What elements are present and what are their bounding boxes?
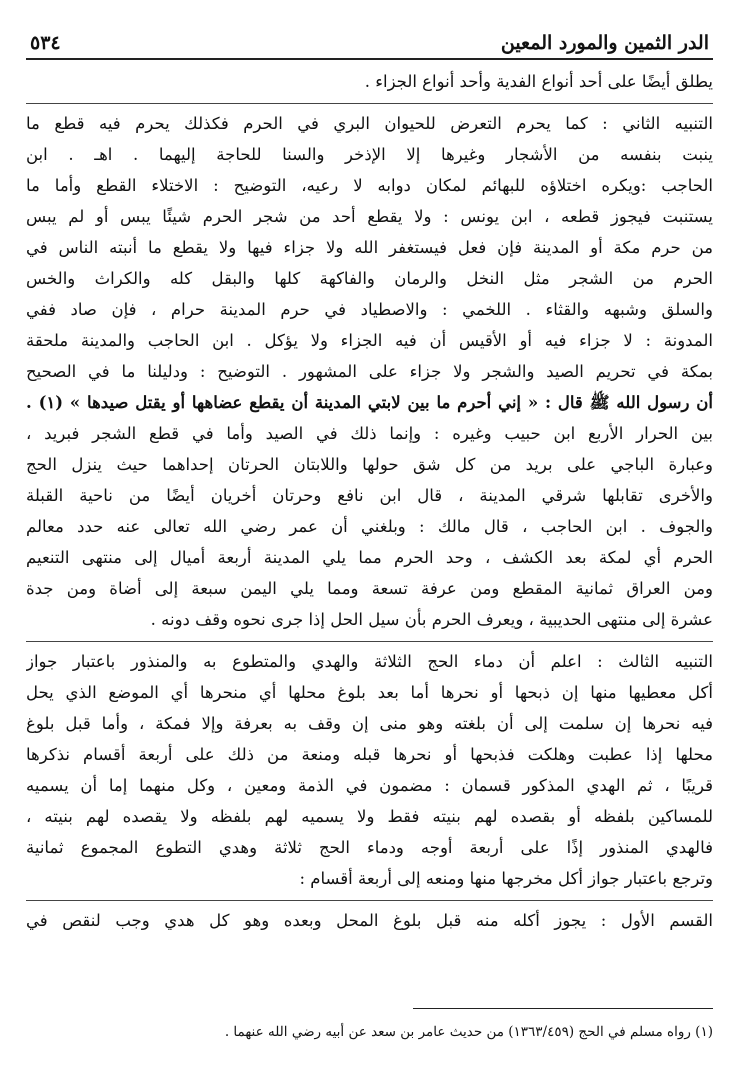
text-line: من حرم مكة أو المدينة فإن فعل فيستغفر الله ولا جزاء فيها ولا يقطع ما أنبته الناس في — [26, 238, 713, 257]
text-line: التنبيه الثاني : كما يحرم التعرض للحيوان البري في الحرم فكذلك يحرم فيه قطع ما — [26, 114, 713, 133]
text-line: ومن العراق ثمانية المقطع ومن عرفة تسعة ومما يلي اليمن سبعة إلى أضاة ومن جدة — [26, 579, 713, 598]
text-line: بمكة في تحريم الصيد والشجر ولا جزاء على المشهور . التوضيح : ودليلنا ما في الصحيح — [26, 362, 713, 381]
text-line: وترجع باعتبار جواز أكل مخرجها منها ومنعه إلى أربعة أقسام : — [299, 869, 713, 888]
text-line: والسلق وشبهه والقثاء . اللخمي : والاصطياد في حرم المدينة حرام ، فإن صاد ففي — [26, 300, 713, 319]
text-line: ينبت بنفسه من الأشجار وغيرها إلا الإذخر والسنا للحاجة إليهما . اهـ . ابن — [26, 145, 713, 164]
section-second-note — [26, 103, 713, 635]
page-number: ٥٣٤ — [30, 32, 61, 54]
text-line: يطلق أيضًا على أحد أنواع الفدية وأحد أنواع الجزاء . — [364, 72, 713, 91]
hadith-line: أن رسول الله ﷺ قال : « إني أحرم ما بين لابتي المدينة أن يقطع عضاهها أو يقتل صيدها » (١) . — [26, 393, 713, 412]
footnote: (١) رواه مسلم في الحج (١٣٦٣/٤٥٩) من حديث عامر بن سعد عن أبيه رضي الله عنهما . — [224, 1024, 713, 1040]
text-line: محلها إذا عطبت وهلكت فذبحها أو نحرها قبله ومنعة من ذلك على أربعة أقسام نذكرها — [26, 745, 713, 764]
text-line: فالهدي المنذور إذًا على أربعة أوجه ودماء الحج ثلاثة وهدي التطوع المجموع ثمانية — [26, 838, 713, 857]
text-line: الحاجب :ويكره اختلاؤه للبهائم لمكان دوابه لا رعيه، التوضيح : الاختلاء القطع وأما ما — [26, 176, 713, 195]
text-line: عشرة إلى منتهى الحديبية ، ويعرف الحرم بأن سيل الحل إذا جرى نحوه وقف دونه . — [150, 610, 713, 629]
text-line: والجوف . ابن الحاجب ، قال مالك : وبلغني أن عمر رضي الله تعالى عنه حدد معالم — [26, 517, 713, 536]
text-line: القسم الأول : يجوز أكله منه قبل بلوغ المحل وبعده وهو كل هدي وجب لنقص في — [26, 911, 713, 930]
book-title: الدر الثمين والمورد المعين — [500, 32, 709, 54]
section-third-note — [26, 641, 713, 894]
text-line: يستنبت فيجوز قطعه ، ابن يونس : ولا يقطع أحد من شجر الحرم شيئًا يبس أو لم يبس — [26, 207, 713, 226]
text-line: التنبيه الثالث : اعلم أن دماء الحج الثلاثة والهدي والمتطوع به والمنذور باعتبار جواز — [26, 652, 713, 671]
text-line: فيه نحرها إن سلمت إلى أن بلغته وهو منى إن وقف به بعرفة وإلا فمكة ، وأما قبل بلوغ — [26, 714, 713, 733]
section-first-category — [26, 900, 713, 936]
text-line: أكل معطيها منها إن ذبحها أو نحرها أما بعد بلوغ محلها أي منحرها أي الموضع الذي يحل — [26, 683, 713, 702]
text-line: المدونة : لا جزاء فيه أو الأقيس أن فيه الجزاء ولا يؤكل . ابن الحاجب والمدينة ملحقة — [26, 331, 713, 350]
text-line: بين الحرار الأربع ابن حبيب وغيره : وإنما ذلك في الصيد وأما في قطع الشجر فبريد ، — [26, 424, 713, 443]
footnote-divider — [413, 1008, 713, 1009]
text-line: قريبًا ، ثم الهدي المذكور قسمان : مضمون في الذمة ومعين ، وكل منهما إما أن يسميه — [26, 776, 713, 795]
text-line: الحرم من الشجر مثل النخل والرمان والفاكهة كلها والبقل كله والكراث والخس — [26, 269, 713, 288]
main-text — [26, 66, 713, 936]
text-line: والأخرى تقابلها شرقي المدينة ، قال ابن نافع وحرتان أخريان أيضًا من ناحية القبلة — [26, 486, 713, 505]
text-line: وعبارة الباجي على بريد من كل شق حولها واللابتان الحرتان إحداهما حيث ينزل الحج — [26, 455, 713, 474]
running-head — [26, 22, 713, 60]
text-line: للمساكين بلفظه أو بقصده لهم بنيته فقط ولا يسميه لهم بلفظه ولا يقصده لهم بنيته ، — [26, 807, 713, 826]
text-line: الحرم أي لمكة بعد الكشف ، وحد الحرم مما يلي المدينة أربعة أميال إلى منتهى التنعيم — [26, 548, 713, 567]
